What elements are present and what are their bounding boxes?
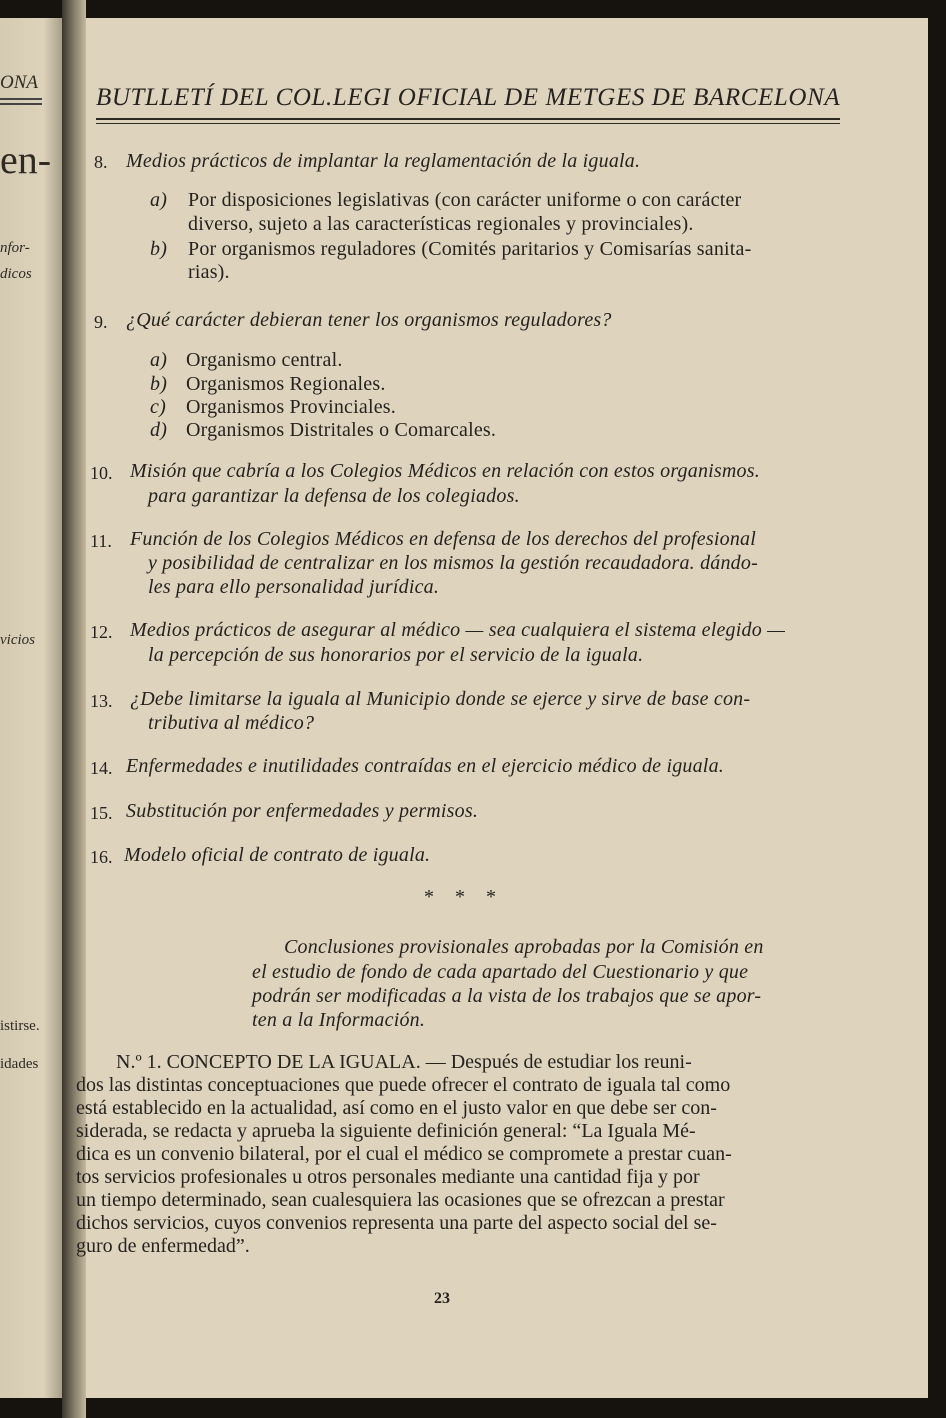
question-number: 15. [90,803,113,823]
question-number: 12. [90,622,113,642]
option-letter: a) [150,349,168,371]
option-text: Organismos Provinciales. [186,396,396,418]
paragraph-line: N.º 1. CONCEPTO DE LA IGUALA. — Después de estudiar los reuni- [116,1051,692,1073]
question-text: Enfermedades e inutilidades contraídas en el ejercicio médico de iguala. [126,755,724,777]
left-header-rule-2 [0,103,42,105]
option-text: Organismos Regionales. [186,373,386,395]
question-number: 16. [90,847,113,867]
left-page-edge [0,18,62,1398]
paragraph-line: siderada, se redacta y aprueba la siguiente definición general: “La Iguala Mé- [76,1120,696,1142]
option-text: Por disposiciones legislativas (con carácter uniforme o con carácter [188,189,742,211]
note-line: ten a la Información. [252,1009,426,1031]
question-text: Substitución por enfermedades y permisos. [126,800,479,822]
question-text: Medios prácticos de implantar la reglamentación de la iguala. [126,150,641,172]
paragraph-line: un tiempo determinado, sean cualesquiera las ocasiones que se ofrezcan a prestar [76,1189,725,1211]
page-number: 23 [434,1290,450,1307]
question-text: la percepción de sus honorarios por el servicio de la iguala. [148,644,644,666]
option-text: Organismo central. [186,349,343,371]
paragraph-line: tos servicios profesionales u otros personales mediante una cantidad fija y por [76,1166,700,1188]
option-text: rias). [188,261,230,283]
question-text: Medios prácticos de asegurar al médico — sea cualquiera el sistema elegido — [130,619,786,641]
paragraph-line: está establecido en la actualidad, así como en el justo valor en que debe ser con- [76,1097,717,1119]
question-text: para garantizar la defensa de los colegiados. [148,485,520,507]
question-text: tributiva al médico? [148,712,315,734]
question-number: 10. [90,463,113,483]
option-letter: d) [150,419,168,441]
left-fragment: nfor- [0,240,30,256]
question-text: y posibilidad de centralizar en los mismos la gestión recaudadora. dándo- [148,552,758,574]
option-letter: b) [150,373,168,395]
left-fragment: istirse. [0,1018,40,1034]
option-item [150,189,167,212]
option-text: diverso, sujeto a las características regionales y provinciales). [188,213,694,235]
section-separator: * * * [424,886,504,908]
paragraph-line: dichos servicios, cuyos convenios representa una parte del aspecto social del se- [76,1212,717,1234]
paragraph-line: guro de enfermedad”. [76,1235,250,1257]
option-letter: b) [150,238,168,260]
option-letter: c) [150,396,166,418]
paragraph-line: dica es un convenio bilateral, por el cual el médico se compromete a prestar cuan- [76,1143,732,1165]
document-page [76,18,928,1398]
left-title-fragment: en- [0,137,52,182]
question-text: Modelo oficial de contrato de iguala. [124,844,431,866]
question-number: 11. [90,531,112,551]
running-header: BUTLLETÍ DEL COL.LEGI OFICIAL DE METGES DE BARCELONA [96,84,841,111]
paragraph-line: dos las distintas conceptuaciones que puede ofrecer el contrato de iguala tal como [76,1074,731,1096]
question-text: ¿Debe limitarse la iguala al Municipio donde se ejerce y sirve de base con- [130,688,751,710]
note-line: el estudio de fondo de cada apartado del Cuestionario y que [252,961,749,983]
option-text: Por organismos reguladores (Comités paritarios y Comisarías sanita- [188,238,752,260]
left-header-rule [0,98,42,100]
left-fragment: dicos [0,266,32,282]
question-text: Misión que cabría a los Colegios Médicos en relación con estos organismos. [130,460,760,482]
question-text: les para ello personalidad jurídica. [148,576,440,598]
question-number: 8. [94,152,108,172]
question-number: 14. [90,758,113,778]
left-header-fragment: ONA [0,72,38,93]
question-number: 13. [90,691,113,711]
option-text: Organismos Distritales o Comarcales. [186,419,497,441]
left-fragment: idades [0,1056,39,1072]
note-line: podrán ser modificadas a la vista de los trabajos que se apor- [252,985,762,1007]
header-rule-thin [96,123,840,124]
note-line: Conclusiones provisionales aprobadas por la Comisión en [284,936,764,958]
question-text: Función de los Colegios Médicos en defensa de los derechos del profesional [130,528,756,550]
header-rule [96,118,840,120]
left-fragment: vicios [0,632,35,648]
option-item [150,238,167,261]
question-text: ¿Qué carácter debieran tener los organismos reguladores? [126,309,612,331]
question-number: 9. [94,312,108,332]
option-letter: a) [150,189,168,211]
